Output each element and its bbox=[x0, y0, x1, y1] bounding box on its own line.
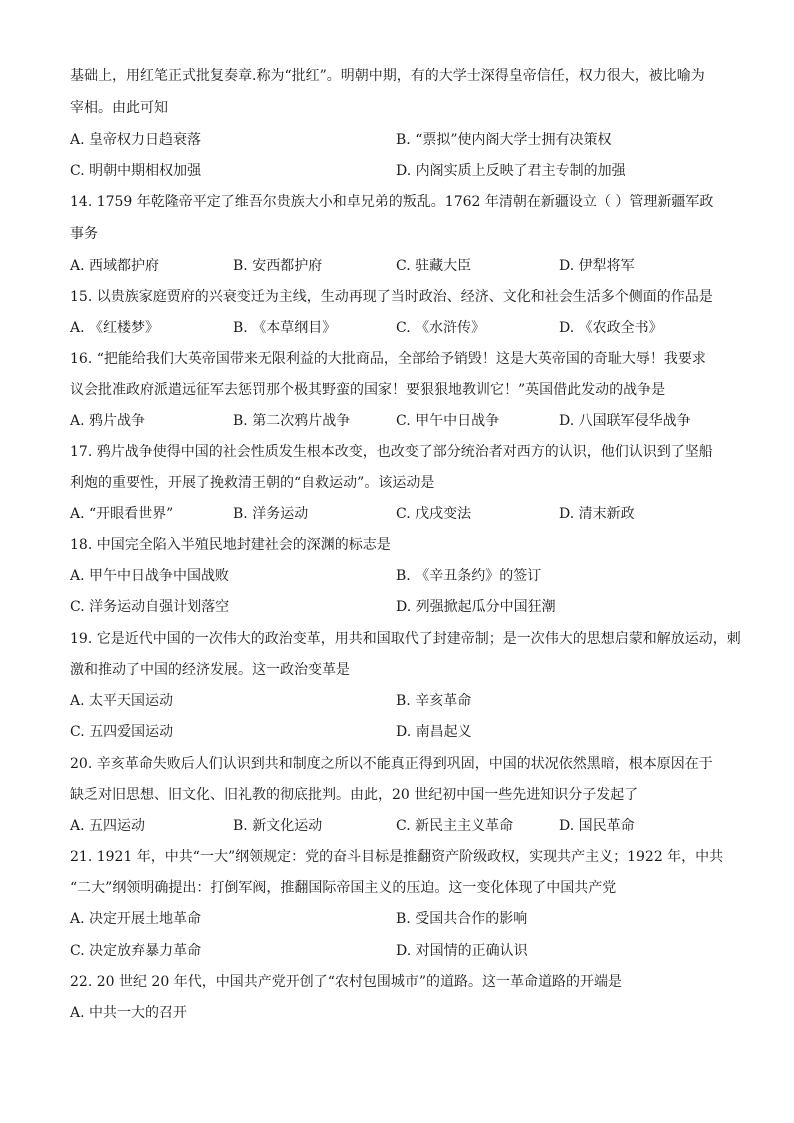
q14-option-a[interactable]: A. 西域都护府 bbox=[70, 258, 160, 274]
q20-stem-line-2: 缺乏对旧思想、旧文化、旧礼教的彻底批判。由此，20 世纪初中国一些先进知识分子发起了 bbox=[70, 787, 639, 803]
q16-option-d[interactable]: D. 八国联军侵华战争 bbox=[559, 413, 691, 429]
q17-stem-line-2: 利炮的重要性，开展了挽救清王朝的“自救运动”。该运动是 bbox=[70, 475, 435, 491]
q16-stem-line-1: 16. “把能给我们大英帝国带来无限利益的大批商品，全部给予销毁！这是大英帝国的奇耻大辱！我要求 bbox=[70, 351, 706, 367]
q14-option-d[interactable]: D. 伊犁将军 bbox=[559, 258, 635, 274]
q18-stem-line-1: 18. 中国完全陷入半殖民地封建社会的深渊的标志是 bbox=[70, 537, 391, 553]
q15-option-c[interactable]: C. 《水浒传》 bbox=[396, 320, 486, 336]
q17-option-d[interactable]: D. 清末新政 bbox=[559, 506, 635, 522]
q16-option-b[interactable]: B. 第二次鸦片战争 bbox=[233, 413, 351, 429]
q18-option-a[interactable]: A. 甲午中日战争中国战败 bbox=[70, 568, 230, 584]
q21-stem-line-1: 21. 1921 年，中共“一大”纲领规定：党的奋斗目标是推翻资产阶级政权，实现共产主义；1922 年，中共 bbox=[70, 849, 724, 865]
q18-option-d[interactable]: D. 列强掀起瓜分中国狂潮 bbox=[396, 599, 556, 615]
q22-option-a[interactable]: A. 中共一大的召开 bbox=[70, 1005, 188, 1021]
q19-stem-line-1: 19. 它是近代中国的一次伟大的政治变革，用共和国取代了封建帝制；是一次伟大的思想启蒙和解放运动，刺 bbox=[70, 631, 741, 647]
q20-option-d[interactable]: D. 国民革命 bbox=[559, 818, 635, 834]
q20-option-b[interactable]: B. 新文化运动 bbox=[233, 818, 323, 834]
q13-option-b[interactable]: B. “票拟”使内阁大学士拥有决策权 bbox=[396, 132, 612, 148]
q21-option-a[interactable]: A. 决定开展土地革命 bbox=[70, 911, 202, 927]
q21-option-c[interactable]: C. 决定放弃暴力革命 bbox=[70, 943, 202, 959]
q15-option-a[interactable]: A. 《红楼梦》 bbox=[70, 320, 160, 336]
q15-option-b[interactable]: B. 《本草纲目》 bbox=[233, 320, 337, 336]
q21-stem-line-2: “二大”纲领明确提出：打倒军阀，推翻国际帝国主义的压迫。这一变化体现了中国共产党 bbox=[70, 880, 617, 896]
q16-option-a[interactable]: A. 鸦片战争 bbox=[70, 413, 146, 429]
q14-option-b[interactable]: B. 安西都护府 bbox=[233, 258, 323, 274]
q13-option-d[interactable]: D. 内阁实质上反映了君主专制的加强 bbox=[396, 163, 626, 179]
q21-option-b[interactable]: B. 受国共合作的影响 bbox=[396, 911, 528, 927]
q15-option-d[interactable]: D. 《农政全书》 bbox=[559, 320, 663, 336]
q18-option-b[interactable]: B. 《辛丑条约》的签订 bbox=[396, 568, 542, 584]
q21-option-d[interactable]: D. 对国情的正确认识 bbox=[396, 943, 528, 959]
q15-stem-line-1: 15. 以贵族家庭贾府的兴衰变迁为主线，生动再现了当时政治、经济、文化和社会生活多个侧面的作品是 bbox=[70, 289, 713, 305]
q17-option-b[interactable]: B. 洋务运动 bbox=[233, 506, 309, 522]
q16-option-c[interactable]: C. 甲午中日战争 bbox=[396, 413, 500, 429]
q14-option-c[interactable]: C. 驻藏大臣 bbox=[396, 258, 472, 274]
q20-option-a[interactable]: A. 五四运动 bbox=[70, 818, 146, 834]
q13-option-a[interactable]: A. 皇帝权力日趋衰落 bbox=[70, 132, 202, 148]
q18-option-c[interactable]: C. 洋务运动自强计划落空 bbox=[70, 599, 230, 615]
q19-option-a[interactable]: A. 太平天国运动 bbox=[70, 693, 174, 709]
q13-stem-line-1: 基础上，用红笔正式批复奏章.称为“批红”。明朝中期，有的大学士深得皇帝信任，权力很大，被比喻为 bbox=[70, 68, 705, 84]
q20-option-c[interactable]: C. 新民主主义革命 bbox=[396, 818, 514, 834]
q20-stem-line-1: 20. 辛亥革命失败后人们认识到共和制度之所以不能真正得到巩固，中国的状况依然黑暗，根本原因在于 bbox=[70, 756, 713, 772]
q22-stem-line-1: 22. 20 世纪 20 年代，中国共产党开创了“农村包围城市”的道路。这一革命道路的开端是 bbox=[70, 974, 623, 990]
q19-stem-line-2: 激和推动了中国的经济发展。这一政治变革是 bbox=[70, 662, 350, 678]
q14-stem-line-1: 14. 1759 年乾隆帝平定了维吾尔贵族大小和卓兄弟的叛乱。1762 年清朝在新疆设立（ ）管理新疆军政 bbox=[70, 194, 714, 210]
q14-stem-line-2: 事务 bbox=[70, 226, 98, 242]
q13-option-c[interactable]: C. 明朝中期相权加强 bbox=[70, 163, 202, 179]
q17-option-a[interactable]: A. “开眼看世界” bbox=[70, 506, 174, 522]
q17-stem-line-1: 17. 鸦片战争使得中国的社会性质发生根本改变，也改变了部分统治者对西方的认识，他们认识到了坚船 bbox=[70, 444, 713, 460]
q19-option-d[interactable]: D. 南昌起义 bbox=[396, 724, 472, 740]
q17-option-c[interactable]: C. 戊戌变法 bbox=[396, 506, 472, 522]
q19-option-c[interactable]: C. 五四爱国运动 bbox=[70, 724, 174, 740]
q13-stem-line-2: 宰相。由此可知 bbox=[70, 100, 168, 116]
q16-stem-line-2: 议会批准政府派遣远征军去惩罚那个极其野蛮的国家！要狠狠地教训它！”英国借此发动的战争是 bbox=[70, 382, 666, 398]
q19-option-b[interactable]: B. 辛亥革命 bbox=[396, 693, 472, 709]
